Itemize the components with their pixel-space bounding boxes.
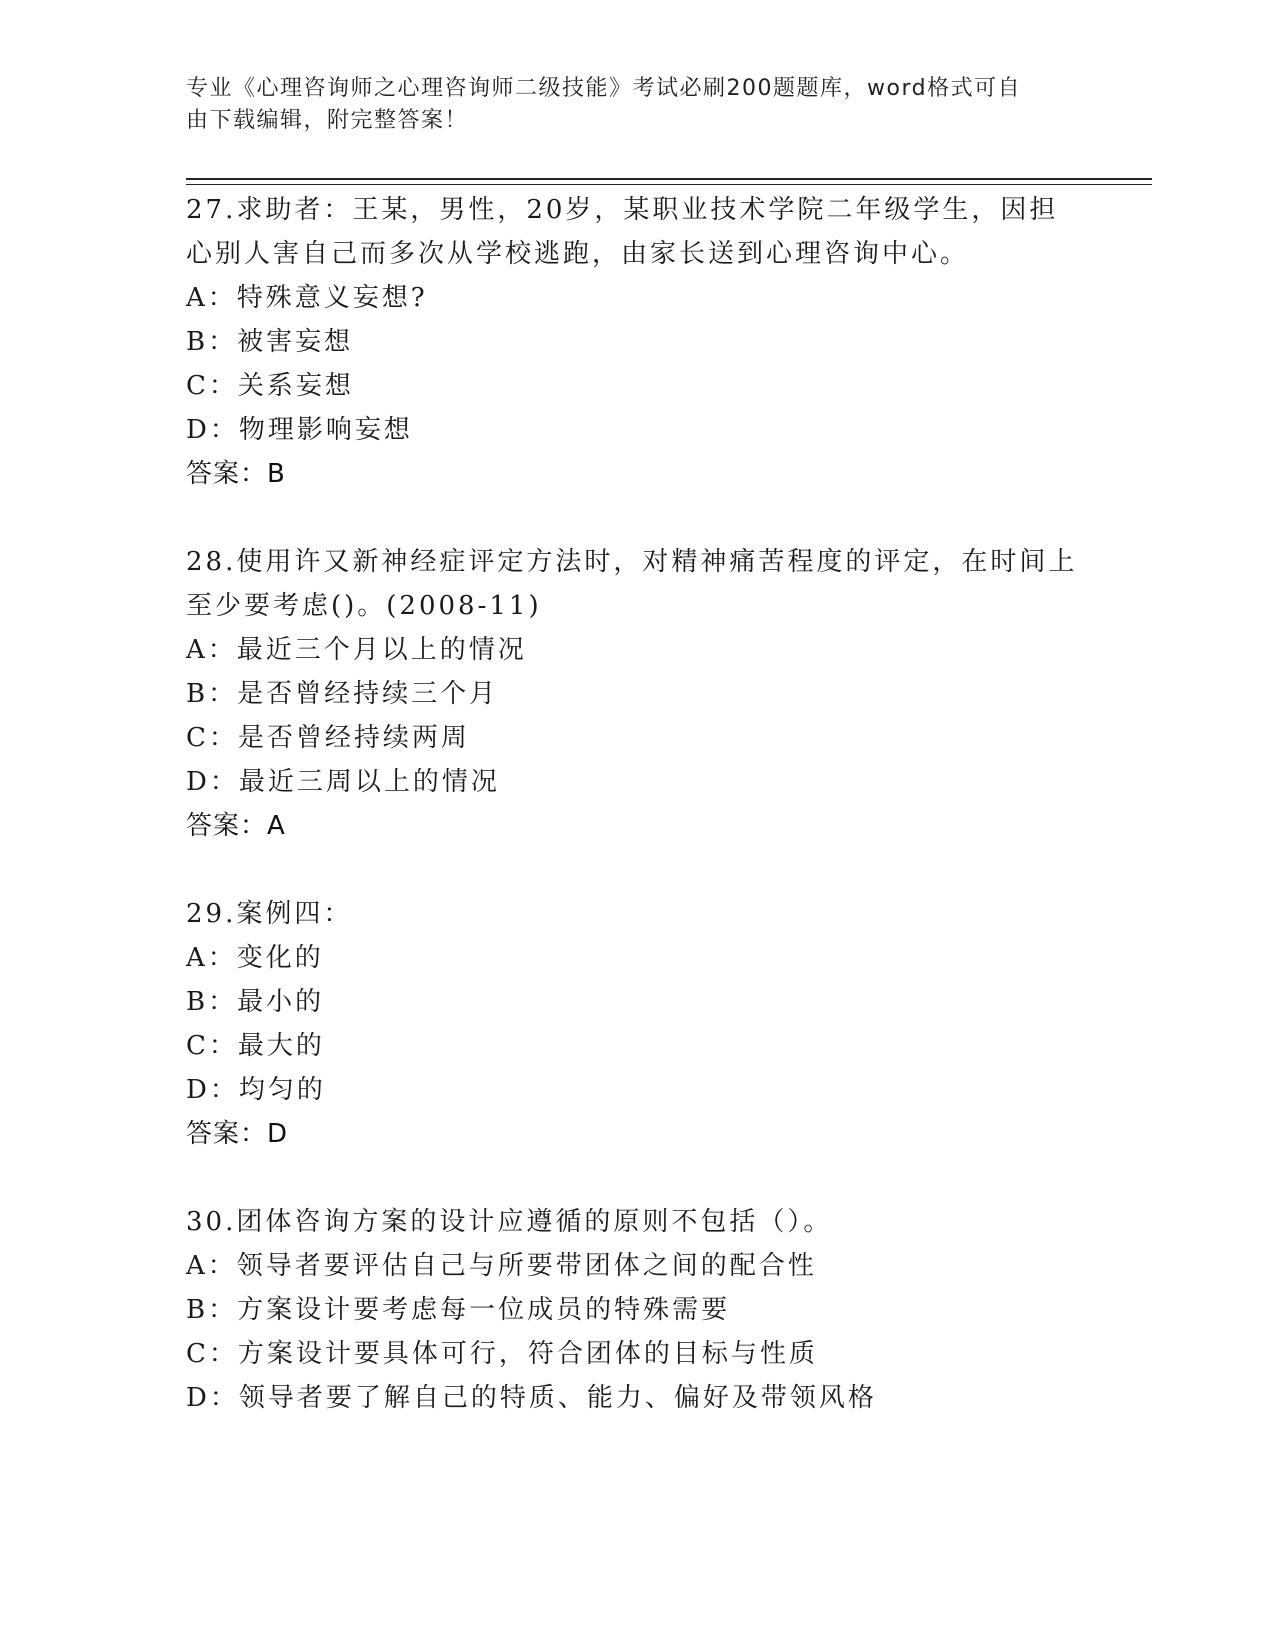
answer-line: 答案：D xyxy=(186,1119,289,1149)
option-b: B：被害妄想 xyxy=(186,327,354,357)
question-27 xyxy=(186,188,1152,497)
answer-line: 答案：A xyxy=(186,811,286,841)
document-header xyxy=(186,73,1066,137)
option-c: C：最大的 xyxy=(186,1031,325,1061)
option-c: C：方案设计要具体可行，符合团体的目标与性质 xyxy=(186,1339,818,1369)
header-divider-thick xyxy=(186,178,1152,180)
option-a: A：最近三个月以上的情况 xyxy=(186,635,527,665)
header-divider-thin xyxy=(186,184,1152,185)
answer-line: 答案：B xyxy=(186,459,286,489)
option-d: D：最近三周以上的情况 xyxy=(186,767,500,797)
question-29 xyxy=(186,892,1152,1157)
option-b: B：方案设计要考虑每一位成员的特殊需要 xyxy=(186,1295,731,1325)
header-line-2: 由下载编辑，附完整答案！ xyxy=(186,108,469,133)
question-28 xyxy=(186,540,1152,849)
question-stem: 27.求助者：王某，男性，20岁，某职业技术学院二年级学生，因担心别人害自己而多次从学校逃跑，由家长送到心理咨询中心。 xyxy=(186,195,1059,269)
option-b: B：是否曾经持续三个月 xyxy=(186,679,499,709)
option-d: D：均匀的 xyxy=(186,1075,326,1105)
header-line-1: 专业《心理咨询师之心理咨询师二级技能》考试必刷200题题库，word格式可自 xyxy=(186,76,1022,101)
option-c: C：关系妄想 xyxy=(186,371,354,401)
question-stem: 28.使用许又新神经症评定方法时，对精神痛苦程度的评定，在时间上至少要考虑()。(2008-11) xyxy=(186,547,1078,621)
option-a: A：变化的 xyxy=(186,943,324,973)
option-b: B：最小的 xyxy=(186,987,325,1017)
question-stem: 30.团体咨询方案的设计应遵循的原则不包括（）。 xyxy=(186,1207,833,1237)
question-30 xyxy=(186,1200,1152,1420)
option-a: A：领导者要评估自己与所要带团体之间的配合性 xyxy=(186,1251,817,1281)
option-d: D：领导者要了解自己的特质、能力、偏好及带领风格 xyxy=(186,1383,877,1413)
option-a: A：特殊意义妄想? xyxy=(186,283,428,313)
question-stem: 29.案例四： xyxy=(186,899,353,929)
option-c: C：是否曾经持续两周 xyxy=(186,723,470,753)
question-list xyxy=(186,188,1152,1463)
option-d: D：物理影响妄想 xyxy=(186,415,413,445)
